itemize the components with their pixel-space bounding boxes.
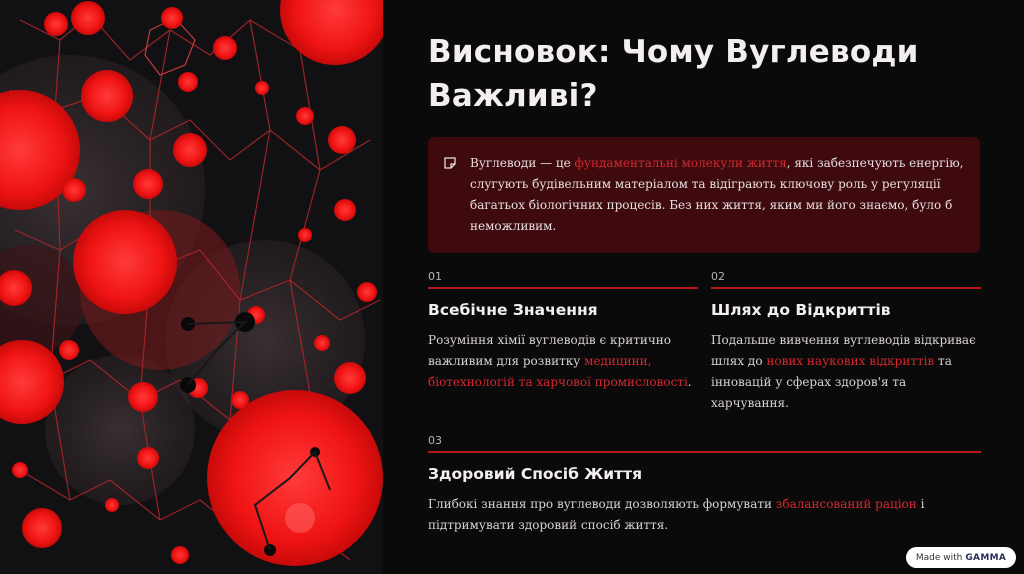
point-text: Глибокі знання про вуглеводи дозволяють формувати збалансований раціон і підтримувати здоровий спосіб життя.	[428, 497, 925, 532]
point-rule	[428, 287, 698, 289]
point-heading: Шлях до Відкриттів	[711, 301, 891, 319]
made-with-gamma-badge[interactable]	[906, 547, 1016, 568]
point-number: 01	[428, 270, 442, 283]
point-2	[711, 270, 981, 414]
slide-title: Висновок: Чому Вуглеводи Важливі?	[428, 34, 919, 114]
badge-prefix: Made with	[915, 552, 963, 563]
point-number: 02	[711, 270, 725, 283]
point-3	[428, 434, 981, 536]
point-1	[428, 270, 698, 393]
point-heading: Всебічне Значення	[428, 301, 598, 319]
molecule-art	[0, 0, 383, 574]
point-highlight: збалансований раціон	[775, 497, 917, 511]
molecule-illustration	[0, 0, 383, 574]
gamma-logo: GAMMA	[965, 552, 1007, 563]
point-rule	[428, 451, 981, 453]
callout-highlight: фундаментальні молекули життя	[574, 156, 787, 170]
callout-text: Вуглеводи — це фундаментальні молекули життя, які забезпечують енергію, слугують будівельним матеріалом та відіграють ключову роль у регуляції багатьох біологічних процесів. Без них життя, яким ми його знаємо, було б неможливим.	[470, 156, 964, 233]
note-icon	[444, 157, 456, 169]
point-heading: Здоровий Спосіб Життя	[428, 465, 643, 483]
point-text: Подальше вивчення вуглеводів відкриває шлях до нових наукових відкриттів та інновацій у сферах здоров'я та харчування.	[711, 333, 976, 410]
content-panel	[383, 0, 1024, 574]
callout-box	[428, 137, 980, 253]
point-text: Розуміння хімії вуглеводів є критично важливим для розвитку медицини, біотехнологій та харчової промисловості.	[428, 333, 692, 389]
point-highlight: медицини, біотехнологій та харчової промисловості	[428, 354, 688, 389]
point-rule	[711, 287, 981, 289]
point-number: 03	[428, 434, 442, 447]
point-highlight: нових наукових відкриттів	[766, 354, 935, 368]
